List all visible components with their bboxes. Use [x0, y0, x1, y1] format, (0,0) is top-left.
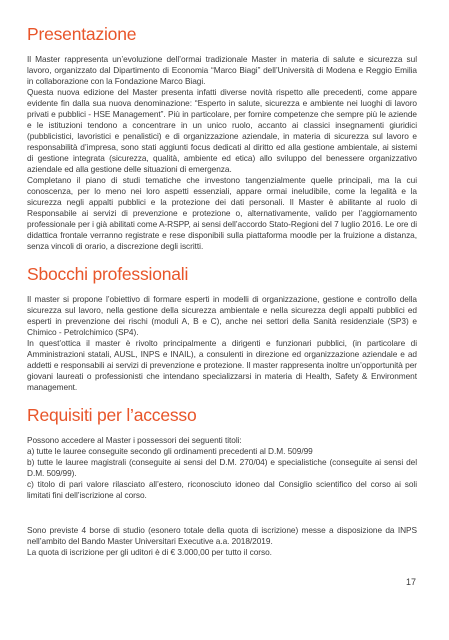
section-requisiti-accesso [27, 405, 417, 501]
paragraph: Completano il piano di studi tematiche che investono tangenzialmente quelle principali, ma la cui conoscenza, per lo meno nei loro aspetti essenziali, appare ormai ineludibile, come la legalità e la sicurezza negli appalti pubblici e la protezione dei dati personali. Il Master è abilitante al ruolo di Responsabile ai servizi di prevenzione e protezione o, alternativamente, valido per l’aggiornamento professionale per i già abilitati come A-RSPP, ai sensi dell’accordo Stato-Regioni del 7 luglio 2016. Le ore di didattica frontale verranno registrate e rese disponibili sulla piattaforma moodle per la fruizione a distanza, senza vincoli di orario, a discrezione degli iscritti. [27, 175, 417, 251]
list-item: a) tutte le lauree conseguite secondo gli ordinamenti precedenti al D.M. 509/99 [27, 446, 313, 456]
paragraph: Sono previste 4 borse di studio (esonero totale della quota di iscrizione) messe a disposizione da INPS nell’ambito del Bando Master Universitari Executive a.a. 2018/2019. [27, 525, 417, 546]
scholarship-note [27, 525, 417, 558]
paragraph: La quota di iscrizione per gli uditori è di € 3.000,00 per tutto il corso. [27, 547, 272, 557]
list-item: b) tutte le lauree magistrali (conseguite ai sensi del D.M. 270/04) e specialistiche (conseguite ai sensi del D.M. 509/99). [27, 457, 417, 478]
section-title: Presentazione [27, 24, 137, 44]
paragraph: In quest’ottica il master è rivolto principalmente a dirigenti e funzionari pubblici, (in particolare di Amministrazioni statali, AUSL, INPS e INAIL), a consulenti in direzione ed organizzazione aziendale e ad addetti e responsabili ai servizi di prevenzione e protezione. Il master rappresenta inoltre un’opportunità per giovani laureati o professionisti che intendano specializzarsi in materia di Health, Safety & Environment management. [27, 338, 417, 392]
paragraph: Questa nuova edizione del Master presenta infatti diverse novità rispetto alle precedenti, come appare evidente fin dalla sua nuova denominazione: “Esperto in salute, sicurezza e ambiente nei luoghi di lavoro privati e pubblici - HSE Management”. Più in particolare, per fornire competenze che sempre più le aziende e le istituzioni tendono a concentrare in un unico ruolo, accanto ai classici insegnamenti giuridici (pubblicistici, lavoristici e penalistici) e di organizzazione aziendale, in materia di sicurezza sul lavoro e responsabilità d’impresa, sono stati aggiunti focus dedicati al diritto ed alla gestione ambientale, ai sistemi di gestione integrata (sicurezza, qualità, ambiente ed etica) allo sviluppo del benessere organizzativo aziendale ed alla gestione delle situazioni di emergenza. [27, 87, 417, 174]
document-page [27, 24, 417, 558]
paragraph: Possono accedere al Master i possessori dei seguenti titoli: [27, 435, 242, 445]
paragraph: Il master si propone l’obiettivo di formare esperti in modelli di organizzazione, gestione e controllo della sicurezza sul lavoro, nella gestione della sicurezza ambientale e nella sicurezza degli appalti pubblici ed esperti in prevenzione dei rischi (moduli A, B e C), anche nei settori della Sanità residenziale (SP3) e Chimico - Petrolchimico (SP4). [27, 294, 417, 337]
section-title: Sbocchi professionali [27, 264, 189, 284]
section-sbocchi-professionali [27, 264, 417, 393]
page-number: 17 [405, 577, 416, 587]
section-presentazione [27, 24, 417, 252]
paragraph: Il Master rappresenta un’evoluzione dell’ormai tradizionale Master in materia di salute e sicurezza sul lavoro, organizzato dal Dipartimento di Economia “Marco Biagi” dell’Università di Modena e Reggio Emilia in collaborazione con la Fondazione Marco Biagi. [27, 54, 417, 86]
list-item: c) titolo di pari valore rilasciato all’estero, riconosciuto idoneo dal Consiglio scientifico del corso ai soli limitati fini dell’iscrizione al corso. [27, 479, 417, 500]
section-title: Requisiti per l’accesso [27, 405, 197, 425]
